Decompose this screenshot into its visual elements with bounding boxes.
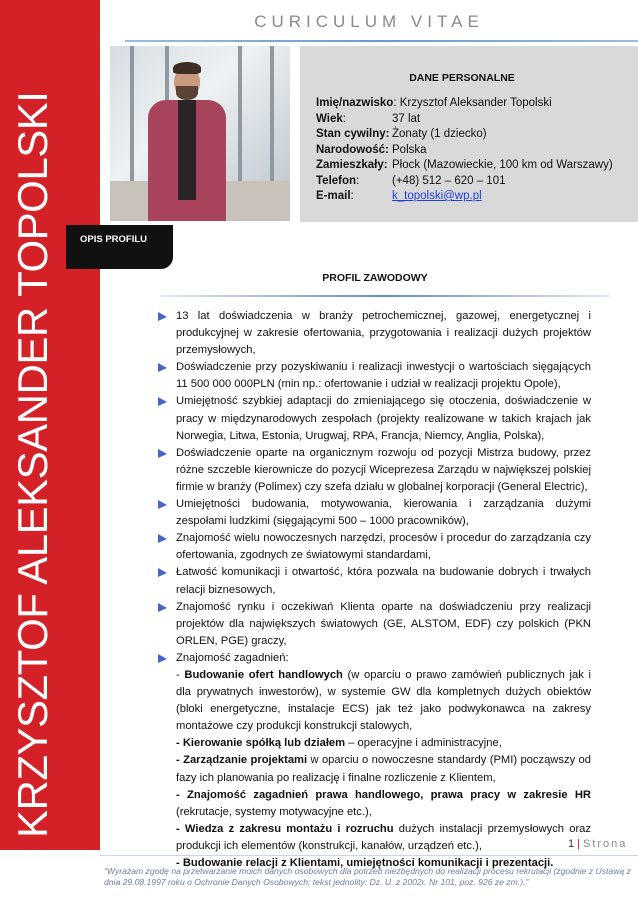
sub-item: - Wiedza z zakresu montażu i rozruchu dużych instalacji przemysłowych oraz produkcji ich elementów (konstrukcji, kanałów, urządzeń etc.),	[176, 822, 591, 852]
sub-item: - Budowanie ofert handlowych (w oparciu o prawo zamówień publicznych jak i dla prywatnych inwestorów), w systemie GW dla kompletnych dużych obiektów (bloki energetyczne, instalacje ECS) jak też jako podwykonawca na zakresy montażowe czy produkcji konstrukcji stalowych,	[176, 668, 591, 733]
profile-photo	[110, 46, 290, 221]
sub-item: - Kierowanie spółką lub działem – operacyjne i administracyjne,	[176, 737, 502, 750]
professional-profile-title: PROFIL ZAWODOWY	[322, 272, 428, 284]
candidate-name-vertical: KRZYSZTOF ALEKSANDER TOPOLSKI	[9, 91, 56, 838]
page-number: 1 | Strona	[568, 838, 628, 850]
arrow-bullet-icon	[158, 500, 167, 509]
arrow-bullet-icon	[158, 568, 167, 577]
email-link[interactable]: k_topolski@wp.pl	[392, 190, 482, 202]
label: Wiek:	[316, 112, 346, 125]
arrow-bullet-icon	[158, 654, 167, 663]
label: Stan cywilny:	[316, 128, 390, 140]
personal-data-list	[316, 96, 613, 205]
profile-description-tab: OPIS PROFILU	[66, 225, 173, 269]
personal-row-email	[316, 189, 613, 205]
list-item: Umiejętności budowania, motywowania, kierowania i zarządzania dużymi zespołami ludzkimi (sięgającymi 500 – 1000 pracowników),	[158, 496, 591, 530]
personal-row-name: Imię/nazwisko: Krzysztof Aleksander Topolski	[316, 96, 613, 112]
arrow-bullet-icon	[158, 449, 167, 458]
list-item: Znajomość zagadnień:	[158, 650, 591, 667]
list-item: Doświadczenie oparte na organicznym rozwoju od pozycji Mistrza budowy, przez różne szczeble kierownicze do pozycji Wiceprezesa Zarządu w największej polskiej firmie w branży (Polimex) czy szefa działu w globalnej korporacji (General Electric),	[158, 445, 591, 496]
list-item: Umiejętność szybkiej adaptacji do zmieniającego się otoczenia, doświadczenie w pracy w międzynarodowych zespołach (projekty realizowane w takich krajach jak Norwegia, Litwa, Estonia, Urugwaj, RPA, Francja, Niemcy, Anglia, Polska),	[158, 393, 591, 444]
label: Narodowość:	[316, 143, 389, 156]
sub-item: - Zarządzanie projektami w oparciu o nowoczesne standardy (PMI) począwszy od fazy ich planowania po realizację i finalne rozliczenie z Klientem,	[176, 754, 591, 784]
arrow-bullet-icon	[158, 603, 167, 612]
footer-divider	[100, 855, 638, 856]
profile-divider	[160, 295, 610, 297]
arrow-bullet-icon	[158, 312, 167, 321]
personal-row-marital	[316, 127, 613, 143]
label: Zamieszkały:	[316, 159, 388, 171]
gdpr-consent-note: “Wyrażam zgodę na przetwarzanie moich danych osobowych dla potrzeb niezbędnych do realizacji procesu rekrutacji (zgodnie z Ustawą z dnia 29.08.1997 roku o Ochronie Danych Osobowych; tekst jednolity: Dz. U. z 2002r. Nr 101, poz. 926 ze zm.).”	[104, 866, 631, 887]
arrow-bullet-icon	[158, 534, 167, 543]
personal-row-nationality	[316, 143, 613, 159]
label: E-mail:	[316, 190, 354, 202]
name-sidebar	[0, 0, 100, 850]
title-divider	[125, 40, 638, 42]
list-item: Doświadczenie przy pozyskiwaniu i realizacji inwestycji o wartościach sięgających 11 500 000 000PLN (min np.: ofertowanie i udział w realizacji projektu Opole),	[158, 359, 591, 393]
personal-data-title: DANE PERSONALNE	[409, 72, 515, 84]
list-item: Łatwość komunikacji i otwartość, która pozwala na budowanie dobrych i trwałych relacji biznesowych,	[158, 564, 591, 598]
cv-title: CURICULUM VITAE	[254, 12, 484, 31]
arrow-bullet-icon	[158, 397, 167, 406]
value: Krzysztof Aleksander Topolski	[396, 97, 552, 109]
arrow-bullet-icon	[158, 363, 167, 372]
value: (+48) 512 – 620 – 101	[392, 174, 506, 187]
personal-row-phone	[316, 174, 613, 190]
label: Telefon:	[316, 174, 360, 187]
profile-content	[158, 308, 591, 872]
list-item: Znajomość rynku i oczekiwań Klienta oparte na doświadczeniu przy realizacji projektów dla największych światowych (GE, ALSTOM, EDF) czy polskich (PKN ORLEN, PGE) graczy,	[158, 599, 591, 650]
list-item: 13 lat doświadczenia w branży petrochemicznej, gazowej, energetycznej i produkcyjnej w zakresie ofertowania, przygotowania i realizacji dużych projektów przemysłowych,	[158, 308, 591, 359]
value: 37 lat	[392, 112, 421, 125]
value: Płock (Mazowieckie, 100 km od Warszawy)	[392, 159, 613, 171]
value: Polska	[392, 143, 427, 156]
personal-row-age	[316, 112, 613, 128]
sub-item: - Znajomość zagadnień prawa handlowego, prawa pracy w zakresie HR (rekrutacje, systemy motywacyjne etc.),	[176, 788, 591, 818]
list-item: Znajomość wielu nowoczesnych narzędzi, procesów i procedur do zarządzania czy ofertowania, zgodnych ze światowymi standardami,	[158, 530, 591, 564]
label: Imię/nazwisko	[316, 97, 394, 109]
sub-item: - Budowanie relacji z Klientami, umiejętności komunikacji i prezentacji.	[176, 857, 554, 869]
value: Żonaty (1 dziecko)	[392, 128, 487, 140]
personal-row-residence	[316, 158, 613, 174]
